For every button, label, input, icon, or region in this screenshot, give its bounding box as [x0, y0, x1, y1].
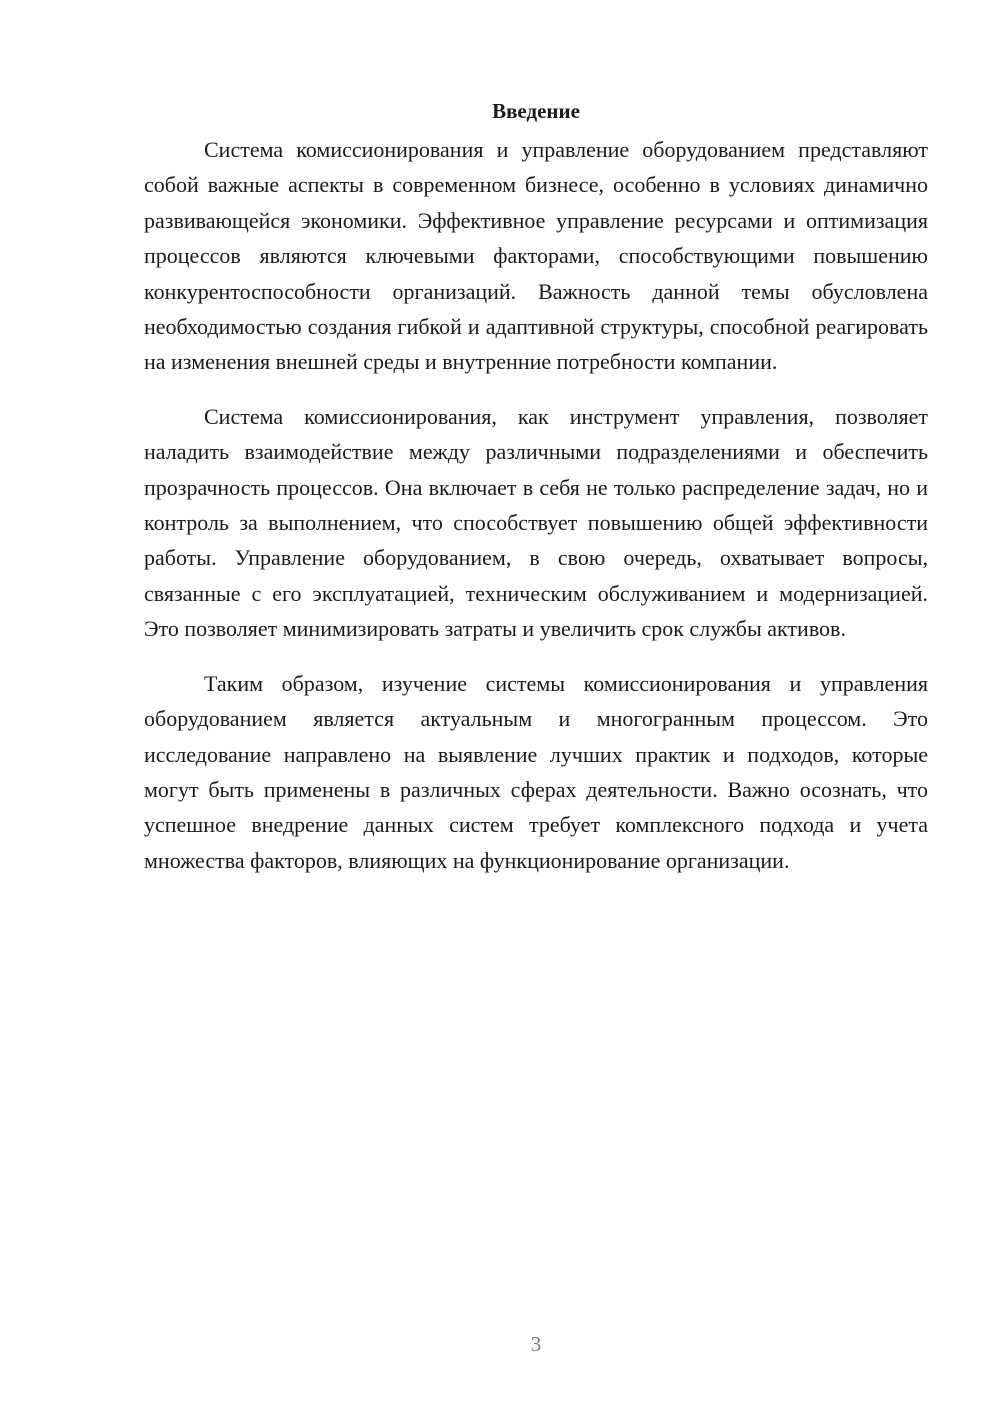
paragraph-2: Система комиссионирования, как инструмент управления, позволяет наладить взаимодействие между различными подразделениями и обеспечить прозрачность процессов. Она включает в себя не только распределение задач, но и контроль за выполнением, что способствует повышению общей эффективности работы. Управление оборудованием, в свою очередь, охватывает вопросы, связанные с его эксплуатацией, техническим обслуживанием и модернизацией. Это позволяет минимизировать затраты и увеличить срок службы активов. — [144, 403, 928, 642]
page-number: 3 — [530, 1332, 542, 1356]
page-content — [144, 96, 928, 897]
paragraph-3: Таким образом, изучение системы комиссионирования и управления оборудованием является актуальным и многогранным процессом. Это исследование направлено на выявление лучших практик и подходов, которые могут быть применены в различных сферах деятельности. Важно осознать, что успешное внедрение данных систем требует комплексного подхода и учета множества факторов, влияющих на функционирование организации. — [144, 670, 928, 873]
paragraph-1: Система комиссионирования и управление оборудованием представляют собой важные аспекты в современном бизнесе, особенно в условиях динамично развивающейся экономики. Эффективное управление ресурсами и оптимизация процессов являются ключевыми факторами, способствующими повышению конкурентоспособности организаций. Важность данной темы обусловлена необходимостью создания гибкой и адаптивной структуры, способной реагировать на изменения внешней среды и внутренние потребности компании. — [144, 137, 928, 375]
section-title: Введение — [492, 99, 580, 123]
